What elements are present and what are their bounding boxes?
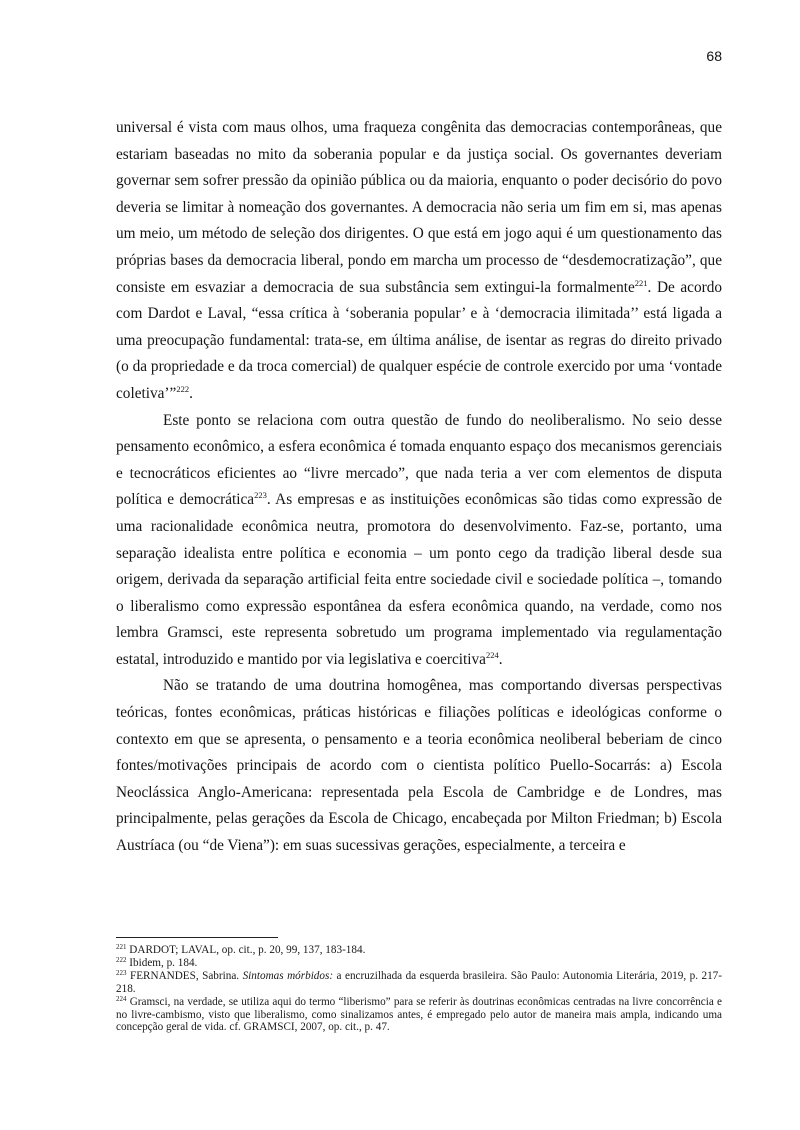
- paragraph-text: .: [498, 650, 503, 668]
- paragraph-2: [116, 408, 722, 674]
- footnote-222: [116, 957, 722, 970]
- paragraph-text: universal é vista com maus olhos, uma fraqueza congênita das democracias contemporâneas, que estariam baseadas no mito da soberania popular e da justiça social. Os governantes deveriam governar sem sofrer pressão da opinião pública ou da maioria, enquanto o poder decisório do povo deveria se limitar à nomeação dos governantes. A democracia não seria um fim em si, mas apenas um meio, um método de seleção dos dirigentes. O que está em jogo aqui é um questionamento das próprias bases da democracia liberal, pondo em marcha um processo de “desdemocratização”, que consiste em esvaziar a democracia de sua substância sem extingui-la formalmente: [116, 119, 722, 296]
- footnote-number: 221: [116, 943, 127, 951]
- footnote-text: Gramsci, na verdade, se utiliza aqui do termo “liberismo” para se referir às doutrinas econômicas centradas na livre concorrência e no livre-cambismo, visto que liberalismo, como sinalizamos antes, é empregado pelo autor de maneira mais ampla, indicando uma concepção geral de vida. cf. GRAMSCI, 2007, op. cit., p. 47.: [116, 995, 722, 1034]
- footnotes: [116, 944, 722, 1034]
- paragraph-text: .: [189, 384, 193, 402]
- paragraph-text: . As empresas e as instituições econômicas são tidas como expressão de uma racionalidade econômica neutra, promotora do desenvolvimento. Faz-se, portanto, uma separação idealista entre política e economia – um ponto cego da tradição liberal desde sua origem, derivada da separação artificial feita entre sociedade civil e sociedade política –, tomando o liberalismo como expressão espontânea da esfera econômica quando, na verdade, como nos lembra Gramsci, este representa sobretudo um programa implementado via regulamentação estatal, introduzido e mantido por via legislativa e coercitiva: [116, 491, 722, 668]
- footnote-224: [116, 996, 722, 1035]
- footnote-ref-223[interactable]: 223: [254, 490, 267, 501]
- footnote-text: DARDOT; LAVAL, op. cit., p. 20, 99, 137, 183-184.: [129, 944, 366, 956]
- footnote-223: [116, 970, 722, 996]
- footnote-ref-222[interactable]: 222: [176, 383, 190, 394]
- footnote-ref-221[interactable]: 221: [634, 277, 648, 288]
- paragraph-1: [116, 115, 722, 408]
- footnote-book-title: Sintomas mórbidos:: [242, 969, 334, 982]
- footnote-number: 224: [116, 994, 127, 1003]
- page-number: 68: [706, 48, 722, 64]
- footnote-separator: [116, 937, 278, 938]
- footnote-text: a encruzilhada da esquerda brasileira. São Paulo: Autonomia Literária, 2019, p. 217-218.: [116, 969, 723, 995]
- paragraph-text: Este ponto se relaciona com outra questão de fundo do neoliberalismo. No seio desse pensamento econômico, a esfera econômica é tomada enquanto espaço dos mecanismos gerenciais e tecnocráticos eficientes ao “livre mercado”, que nada teria a ver com elementos de disputa política e democrática: [116, 411, 722, 509]
- footnote-number: 223: [116, 968, 127, 977]
- body-text: [116, 115, 722, 860]
- footnote-221: [116, 944, 722, 957]
- paragraph-3: Não se tratando de uma doutrina homogênea, mas comportando diversas perspectivas teóricas, fontes econômicas, práticas históricas e filiações políticas e ideológicas conforme o contexto em que se apresenta, o pensamento e a teoria econômica neoliberal beberiam de cinco fontes/motivações principais de acordo com o cientista político Puello-Socarrás: a) Escola Neoclássica Anglo-Americana: representada pela Escola de Cambridge e de Londres, mas principalmente, pelas gerações da Escola de Chicago, encabeçada por Milton Friedman; b) Escola Austríaca (ou “de Viena”): em suas sucessivas gerações, especialmente, a terceira e: [116, 677, 722, 855]
- footnote-text: Ibidem, p. 184.: [129, 956, 198, 969]
- footnote-ref-224[interactable]: 224: [485, 649, 499, 660]
- paragraph-text: . De acordo com Dardot e Laval, “essa crítica à ‘soberania popular’ e à ‘democracia ilimitada’’ está ligada a uma preocupação fundamental: trata-se, em última análise, de isentar as regras do direito privado (o da propriedade e da troca comercial) de qualquer espécie de controle exercido por uma ‘vontade coletiva’”: [116, 278, 722, 402]
- footnote-text: FERNANDES, Sabrina.: [129, 969, 243, 982]
- footnote-number: 222: [116, 955, 127, 964]
